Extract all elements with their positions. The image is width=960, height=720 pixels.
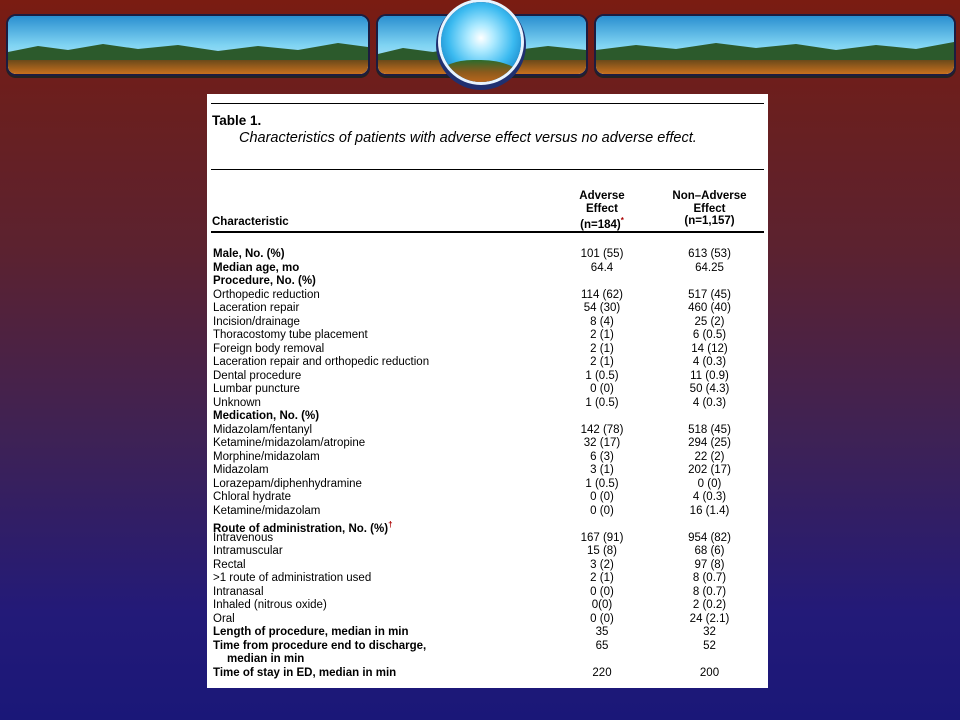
cell-adverse: 0(0) bbox=[591, 599, 613, 611]
cell-adverse: 0 (0) bbox=[590, 612, 614, 625]
row-label bbox=[213, 437, 365, 451]
footnote-marker-asterisk: * bbox=[620, 216, 624, 225]
table-row bbox=[207, 599, 768, 613]
row-label-text: Unknown bbox=[213, 396, 261, 409]
table-title: Table 1. bbox=[212, 113, 262, 128]
header-rule bbox=[211, 231, 764, 233]
cell-nonadverse: 25 (2) bbox=[694, 315, 725, 328]
column-header-nonadverse-line2: Effect bbox=[693, 202, 726, 215]
cell-adverse: 114 (62) bbox=[581, 288, 623, 301]
cell-adverse: 15 (8) bbox=[586, 545, 618, 557]
table-row bbox=[207, 343, 768, 357]
globe-land bbox=[441, 60, 521, 82]
cell-nonadverse: 32 bbox=[703, 626, 716, 638]
row-label bbox=[213, 586, 264, 600]
landscape-icon bbox=[8, 16, 368, 74]
cell-adverse: 101 (55) bbox=[580, 248, 624, 260]
row-label-text: Chloral hydrate bbox=[213, 491, 291, 503]
table-row bbox=[207, 478, 768, 492]
cell-nonadverse: 294 (25) bbox=[688, 437, 731, 449]
table-row bbox=[207, 518, 768, 535]
column-header-nonadverse-line1: Non–Adverse bbox=[672, 190, 747, 202]
row-label bbox=[213, 275, 316, 289]
table-row bbox=[207, 451, 768, 465]
cell-nonadverse: 24 (2.1) bbox=[689, 612, 730, 625]
table-row bbox=[207, 316, 768, 330]
table-row bbox=[207, 437, 768, 451]
cell-adverse: 220 bbox=[592, 666, 612, 679]
cell-adverse: 3 (1) bbox=[590, 464, 614, 476]
row-label bbox=[213, 599, 327, 613]
row-label bbox=[213, 262, 299, 276]
column-header-nonadverse bbox=[647, 190, 768, 228]
cell-nonadverse: 613 (53) bbox=[688, 248, 731, 260]
row-label bbox=[213, 667, 396, 681]
table-row bbox=[207, 586, 768, 600]
row-label bbox=[213, 329, 368, 343]
row-label bbox=[213, 545, 283, 559]
cell-adverse: 65 bbox=[595, 639, 609, 652]
table-row bbox=[207, 383, 768, 397]
column-header-adverse-line2: Effect bbox=[586, 202, 618, 215]
row-label-text: Time from procedure end to discharge, bbox=[213, 639, 427, 652]
row-label-continuation: median in min bbox=[227, 652, 305, 665]
cell-nonadverse: 16 (1.4) bbox=[689, 504, 730, 517]
cell-nonadverse: 97 (8) bbox=[694, 558, 725, 571]
row-label-text: Lorazepam/diphenhydramine bbox=[213, 477, 362, 490]
row-label-text: Intravenous bbox=[213, 531, 274, 544]
cell-adverse: 32 (17) bbox=[583, 437, 621, 449]
table-document bbox=[207, 94, 768, 688]
row-label bbox=[213, 424, 312, 438]
column-header-characteristic: Characteristic bbox=[212, 216, 289, 228]
row-label bbox=[213, 343, 324, 357]
column-header-nonadverse-line3: (n=1,157) bbox=[684, 215, 735, 227]
cell-nonadverse: 517 (45) bbox=[688, 288, 731, 301]
cell-nonadverse: 11 (0.9) bbox=[690, 369, 729, 382]
row-label-text: Male, No. (%) bbox=[213, 248, 285, 260]
row-label-text: Midazolam bbox=[213, 464, 269, 476]
cell-nonadverse: 50 (4.3) bbox=[689, 383, 730, 395]
footnote-marker-dagger: † bbox=[388, 520, 393, 529]
cell-nonadverse: 4 (0.3) bbox=[692, 491, 727, 503]
cell-nonadverse: 4 (0.3) bbox=[692, 396, 727, 409]
table-row bbox=[207, 464, 768, 478]
cell-adverse: 142 (78) bbox=[580, 423, 624, 436]
globe-icon bbox=[441, 2, 521, 82]
table-row bbox=[207, 626, 768, 640]
row-label bbox=[213, 626, 409, 640]
cell-adverse: 2 (1) bbox=[590, 572, 614, 584]
row-label-text: Length of procedure, median in min bbox=[213, 626, 409, 638]
cell-nonadverse: 64.25 bbox=[695, 261, 724, 274]
row-label-text: Intranasal bbox=[213, 585, 264, 598]
row-label-text: Medication, No. (%) bbox=[213, 410, 320, 422]
cell-adverse: 0 (0) bbox=[590, 491, 614, 503]
table-row bbox=[207, 532, 768, 546]
row-label bbox=[213, 572, 371, 586]
landscape-banner-right bbox=[594, 14, 956, 76]
table-row bbox=[207, 248, 768, 262]
table-row bbox=[207, 613, 768, 627]
row-label-text: Time of stay in ED, median in min bbox=[213, 666, 397, 679]
row-label-text: Foreign body removal bbox=[213, 342, 325, 355]
table-row bbox=[207, 262, 768, 276]
row-label bbox=[213, 464, 269, 478]
cell-nonadverse: 0 (0) bbox=[697, 477, 722, 490]
column-header-adverse-line1: Adverse bbox=[579, 190, 625, 202]
table-row bbox=[207, 505, 768, 519]
table-body bbox=[207, 248, 768, 680]
cell-adverse: 8 (4) bbox=[590, 315, 614, 328]
cell-adverse: 2 (1) bbox=[590, 342, 614, 355]
cell-adverse: 64.4 bbox=[590, 261, 614, 274]
table-caption: Characteristics of patients with adverse effect versus no adverse effect. bbox=[239, 130, 697, 146]
row-label bbox=[213, 559, 246, 573]
row-label-text: Morphine/midazolam bbox=[213, 450, 320, 463]
row-label-text: Route of administration, No. (%) bbox=[213, 522, 389, 535]
table-row bbox=[207, 356, 768, 370]
cell-nonadverse: 14 (12) bbox=[691, 342, 728, 355]
row-label-text: Thoracostomy tube placement bbox=[213, 329, 368, 341]
cell-adverse: 0 (0) bbox=[590, 504, 614, 517]
row-label bbox=[213, 397, 261, 411]
cell-adverse: 1 (0.5) bbox=[585, 369, 619, 382]
cell-adverse: 2 (1) bbox=[590, 356, 614, 368]
table-row bbox=[207, 289, 768, 303]
table-row bbox=[207, 329, 768, 343]
cell-nonadverse: 68 (6) bbox=[694, 545, 725, 557]
row-label bbox=[213, 532, 273, 546]
row-label bbox=[213, 289, 320, 303]
row-label-text: Orthopedic reduction bbox=[213, 288, 320, 301]
table-row bbox=[207, 275, 768, 289]
row-label bbox=[213, 613, 235, 627]
landscape-banner-left bbox=[6, 14, 370, 76]
row-label bbox=[213, 640, 533, 666]
landscape-icon bbox=[596, 16, 954, 74]
table-row bbox=[207, 640, 768, 667]
row-label-text: Laceration repair bbox=[213, 302, 300, 314]
row-label bbox=[213, 505, 320, 519]
row-label bbox=[213, 451, 320, 465]
cell-adverse: 54 (30) bbox=[583, 302, 621, 314]
cell-nonadverse: 52 bbox=[703, 639, 716, 652]
cell-nonadverse: 8 (0.7) bbox=[692, 572, 727, 584]
caption-rule bbox=[211, 169, 764, 170]
cell-nonadverse: 2 (0.2) bbox=[692, 599, 727, 611]
row-label-text: Oral bbox=[213, 612, 235, 625]
table-top-rule bbox=[211, 103, 764, 104]
row-label-text: Ketamine/midazolam/atropine bbox=[213, 437, 366, 449]
cell-nonadverse: 954 (82) bbox=[688, 531, 731, 544]
row-label bbox=[213, 410, 319, 424]
cell-nonadverse: 460 (40) bbox=[688, 302, 731, 314]
row-label-text: Midazolam/fentanyl bbox=[213, 423, 313, 436]
cell-adverse: 6 (3) bbox=[590, 450, 614, 463]
cell-nonadverse: 22 (2) bbox=[694, 450, 725, 463]
row-label-text: Procedure, No. (%) bbox=[213, 275, 316, 287]
cell-adverse: 0 (0) bbox=[590, 383, 614, 395]
cell-nonadverse: 4 (0.3) bbox=[692, 356, 727, 368]
table-row bbox=[207, 667, 768, 681]
cell-adverse: 2 (1) bbox=[590, 329, 614, 341]
cell-nonadverse: 6 (0.5) bbox=[692, 329, 727, 341]
row-label-text: Inhaled (nitrous oxide) bbox=[213, 599, 327, 611]
table-row bbox=[207, 370, 768, 384]
column-header-adverse-line3: (n=184) bbox=[580, 218, 621, 231]
cell-adverse: 3 (2) bbox=[590, 558, 614, 571]
cell-adverse: 1 (0.5) bbox=[585, 396, 619, 409]
row-label-text: Incision/drainage bbox=[213, 315, 300, 328]
row-label-text: Lumbar puncture bbox=[213, 383, 300, 395]
row-label-text: Median age, mo bbox=[213, 261, 300, 274]
table-row bbox=[207, 397, 768, 411]
table-row bbox=[207, 424, 768, 438]
row-label-text: Dental procedure bbox=[213, 369, 302, 382]
table-row bbox=[207, 491, 768, 505]
row-label-text: Intramuscular bbox=[213, 545, 283, 557]
table-row bbox=[207, 559, 768, 573]
row-label bbox=[213, 478, 362, 492]
table-row bbox=[207, 302, 768, 316]
cell-nonadverse: 518 (45) bbox=[688, 423, 731, 436]
table-row bbox=[207, 545, 768, 559]
cell-nonadverse: 200 bbox=[699, 666, 720, 679]
row-label bbox=[213, 316, 300, 330]
cell-adverse: 35 bbox=[595, 626, 609, 638]
row-label bbox=[213, 302, 299, 316]
row-label bbox=[213, 370, 301, 384]
column-header-adverse-line3-wrap bbox=[547, 215, 657, 231]
cell-adverse: 0 (0) bbox=[590, 585, 614, 598]
table-row bbox=[207, 410, 768, 424]
row-label-text: Laceration repair and orthopedic reduction bbox=[213, 356, 430, 368]
row-label-text: >1 route of administration used bbox=[213, 572, 372, 584]
row-label bbox=[213, 248, 285, 262]
column-header-adverse bbox=[547, 190, 657, 231]
row-label-text: Rectal bbox=[213, 558, 246, 571]
row-label-text: Ketamine/midazolam bbox=[213, 504, 321, 517]
cell-adverse: 167 (91) bbox=[580, 531, 624, 544]
cell-nonadverse: 8 (0.7) bbox=[692, 585, 727, 598]
row-label bbox=[213, 383, 300, 397]
cell-nonadverse: 202 (17) bbox=[688, 464, 731, 476]
row-label bbox=[213, 491, 291, 505]
table-row bbox=[207, 572, 768, 586]
cell-adverse: 1 (0.5) bbox=[585, 477, 619, 490]
row-label bbox=[213, 356, 429, 370]
